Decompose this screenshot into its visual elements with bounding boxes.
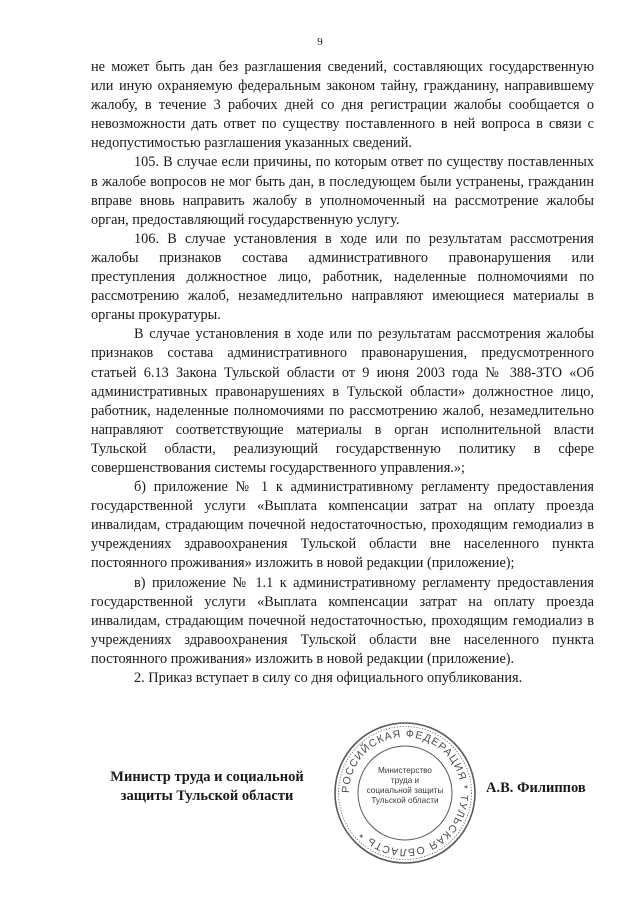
paragraph-106: 106. В случае установления в ходе или по результатам рассмотрения жалобы признаков состава административного правонарушения или преступления должностное лицо, работник, наделенные полномочиями по рассмотрению жалоб, незамедлительно направляют имеющиеся материалы в органы прокуратуры.: [91, 230, 594, 324]
seal-center-line1: Министерство: [377, 766, 432, 775]
paragraph-effective-date: 2. Приказ вступает в силу со дня официального опубликования.: [134, 670, 523, 686]
paragraph-item-b: б) приложение № 1 к административному регламенту предоставления государственной услуги «Выплата компенсации затрат на оплату проезда инвалидам, страдающим почечной недостаточностью, проходящим гемодиализ в учреждениях здравоохранения Тульской области вне населенного пункта постоянного проживания» изложить в новой редакции (приложение);: [91, 479, 594, 572]
paragraph-continuation: не может быть дан без разглашения сведений, составляющих государственную или иную охраняемую федеральным законом тайну, гражданину, направившему жалобу, в течение 3 рабочих дней со дня регистрации жалобы сообщается о невозможности дать ответ по существу поставленного в ней вопроса в связи с недопустимостью разглашения указанных сведений.: [91, 59, 594, 152]
page-number: 9: [317, 36, 323, 48]
signatory-name: А.В. Филиппов: [486, 780, 586, 796]
document-body: [91, 58, 594, 688]
seal-center-line2: труда и: [390, 776, 420, 785]
svg-text:РОССИЙСКАЯ ФЕДЕРАЦИЯ * ТУЛЬСКА: РОССИЙСКАЯ ФЕДЕРАЦИЯ * ТУЛЬСКАЯ ОБЛАСТЬ *: [339, 727, 471, 859]
seal-center-line3: социальной защиты: [366, 786, 444, 795]
paragraph-106-continued: В случае установления в ходе или по результатам рассмотрения жалобы признаков состава административного правонарушения, предусмотренного статьей 6.13 Закона Тульской области от 9 июня 2003 года № 388-ЗТО «Об административных правонарушениях в Тульской области» должностное лицо, работник, наделенные полномочиями по рассмотрению жалоб, незамедлительно направляют соответствующие материалы в орган исполнительной власти Тульской области, реализующий государственную политику в сфере совершенствования системы государственного управления.»;: [91, 326, 594, 476]
signatory-position-line1: Министр труда и социальной: [110, 769, 304, 785]
signatory-position-line2: защиты Тульской области: [120, 788, 294, 804]
seal-center-text: [363, 766, 447, 806]
signature-block: [0, 768, 640, 868]
paragraph-item-v: в) приложение № 1.1 к административному регламенту предоставления государственной услуги «Выплата компенсации затрат на оплату проезда инвалидам, страдающим почечной недостаточностью, проходящим гемодиализ в учреждениях здравоохранения Тульской области вне населенного пункта постоянного проживания» изложить в новой редакции (приложение).: [91, 574, 594, 667]
seal-center-line4: Тульской области: [371, 796, 439, 805]
signatory-position: [97, 768, 317, 806]
paragraph-105: 105. В случае если причины, по которым ответ по существу поставленных в жалобе вопросов не мог быть дан, в последующем были устранены, гражданин вправе вновь направить жалобу в уполномоченный на рассмотрение жалобы орган, предоставляющий государственную услугу.: [91, 154, 594, 228]
official-seal: [330, 718, 480, 868]
